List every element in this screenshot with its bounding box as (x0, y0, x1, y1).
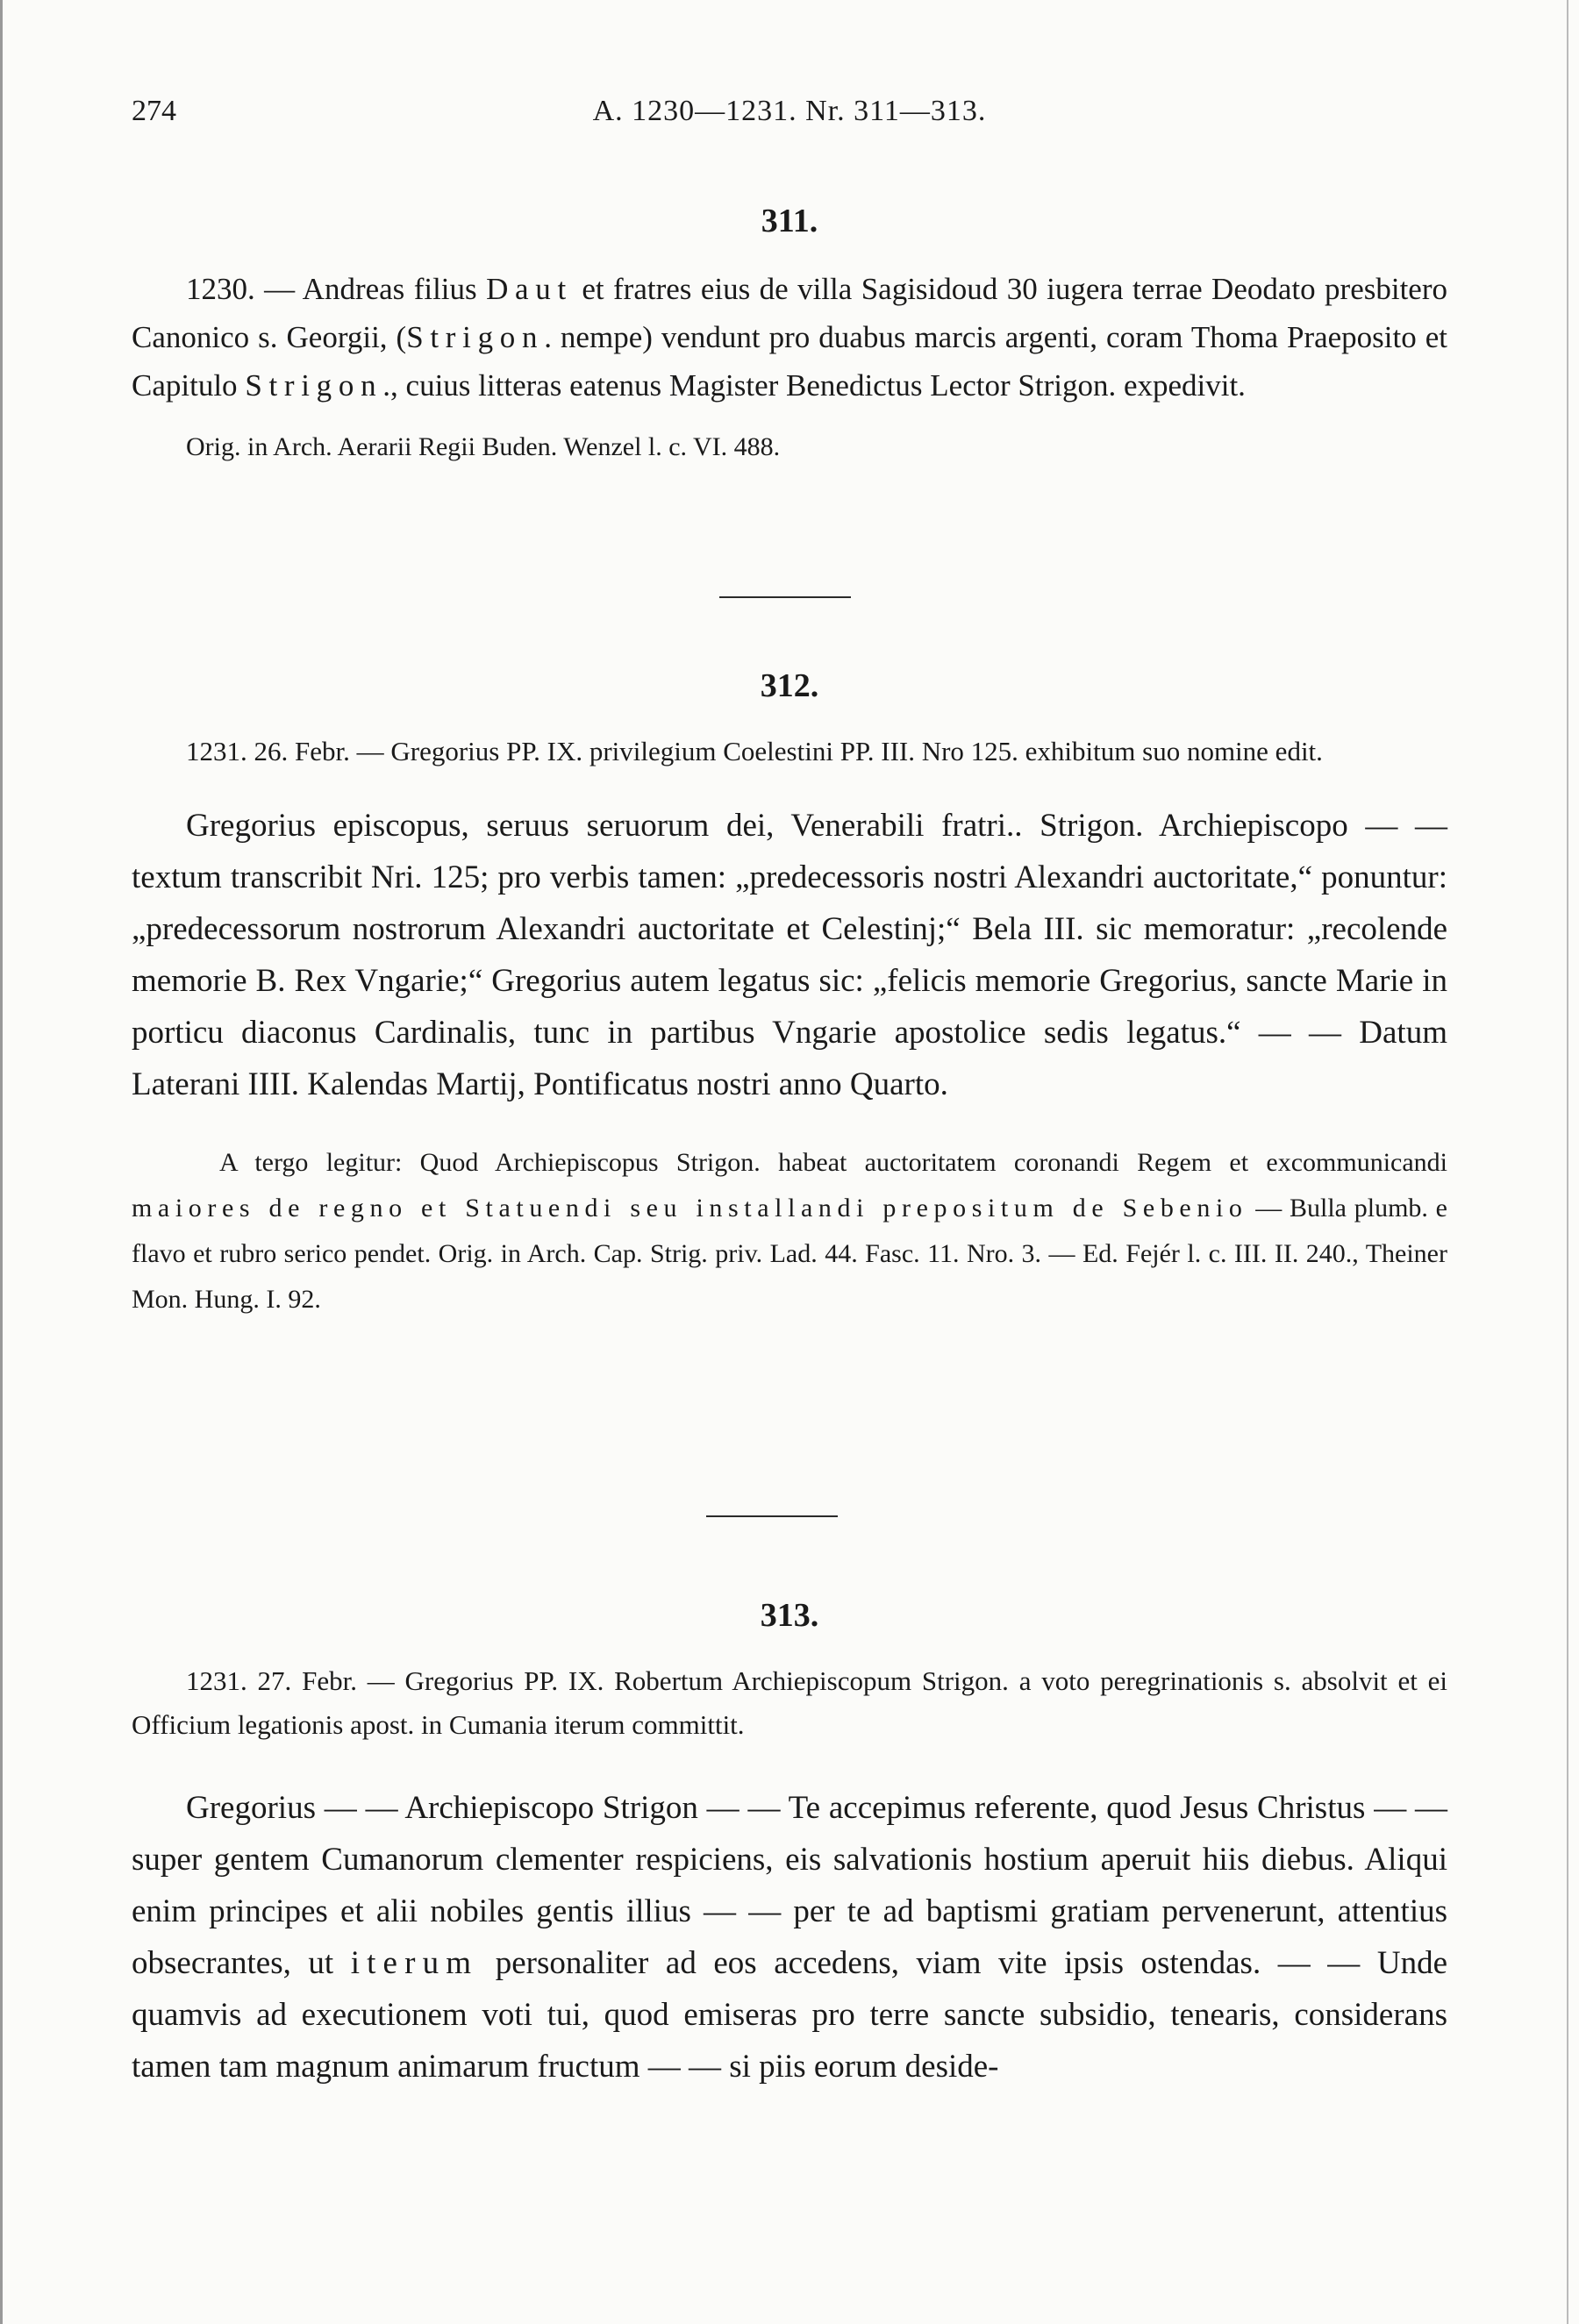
dorsal-note-312: A tergo legitur: Quod Archiepiscopus Strigon. habeat auctoritatem coronandi Regem et excommunicandi maiores de regno et Statuendi seu installandi prepositum de Sebenio — Bulla plumb. e flavo et rubro serico pendet. Orig. in Arch. Cap. Strig. priv. Lad. 44. Fasc. 11. Nro. 3. — Ed. Fejér l. c. III. II. 240., Theiner Mon. Hung. I. 92. (132, 1148, 1447, 1314)
running-title: A. 1230—1231. Nr. 311—313. (592, 95, 987, 127)
text-313: Gregorius — — Archiepiscopo Strigon — — Te accepimus referente, quod Jesus Christus — — super gentem Cumanorum clementer respiciens, eis salvationis hostium aperuit hiis diebus. Aliqui enim principes et alii nobiles gentis illius — — per te ad baptismi gratiam pervenerunt, attentius obsecrantes, ut iterum personaliter ad eos accedens, viam vite ipsis ostendas. — — Unde quamvis ad executionem voti tui, quod emiseras pro terre sancte subsidio, tenearis, considerans tamen tam magnum animarum fructum — — si piis eorum deside- (132, 1790, 1447, 2085)
page-header (132, 95, 1447, 147)
document-number: 313. (760, 1597, 819, 1634)
spaced-name: Strigon (406, 320, 545, 354)
document-313 (132, 1596, 1447, 2092)
document-311 (132, 202, 1447, 462)
scan-edge-right (1567, 0, 1568, 2324)
text-312: Gregorius episcopus, seruus seruorum dei, Venerabili fratri.. Strigon. Archiepiscopo — — textum transcribit Nri. 125; pro verbis tamen: „predecessoris nostri Alexandri auctoritate,“ ponuntur: „predecessorum nostrorum Alexandri auctoritate et Celestinj;“ Bela III. sic memoratur: „recolende memorie B. Rex Vngarie;“ Gregorius autem legatus sic: „felicis memorie Gregorius, sancte Marie in porticu diaconus Cardinalis, tunc in partibus Vngarie apostolice sedis legatus.“ — — Datum Laterani IIII. Kalendas Martij, Pontificatus nostri anno Quarto. (132, 808, 1447, 1102)
document-number: 311. (761, 203, 818, 239)
source-note-311: Orig. in Arch. Aerarii Regii Buden. Wenzel l. c. VI. 488. (186, 432, 781, 461)
document-312 (132, 667, 1447, 1322)
scan-edge-left (0, 0, 3, 2324)
regest-313: 1231. 27. Febr. — Gregorius PP. IX. Robertum Archiepiscopum Strigon. a voto peregrinationis s. absolvit et ei Officium legationis apost. in Cumania iterum committit. (132, 1665, 1447, 1740)
regest-311: 1230. — Andreas filius Daut et fratres eius de villa Sagisidoud 30 iugera terrae Deodato presbitero Canonico s. Georgii, (Strigon. nempe) vendunt pro duabus marcis argenti, coram Thoma Praeposito et Capitulo Strigon., cuius litteras eatenus Magister Benedictus Lector Strigon. expedivit. (132, 272, 1447, 403)
spaced-name: Strigon (245, 368, 383, 403)
document-number: 312. (760, 667, 819, 704)
spaced-name: Daut (486, 272, 573, 306)
separator-rule (706, 1515, 838, 1517)
separator-rule (719, 596, 851, 598)
page-number: 274 (132, 95, 176, 127)
regest-312: 1231. 26. Febr. — Gregorius PP. IX. privilegium Coelestini PP. III. Nro 125. exhibitum suo nomine edit. (186, 736, 1323, 766)
